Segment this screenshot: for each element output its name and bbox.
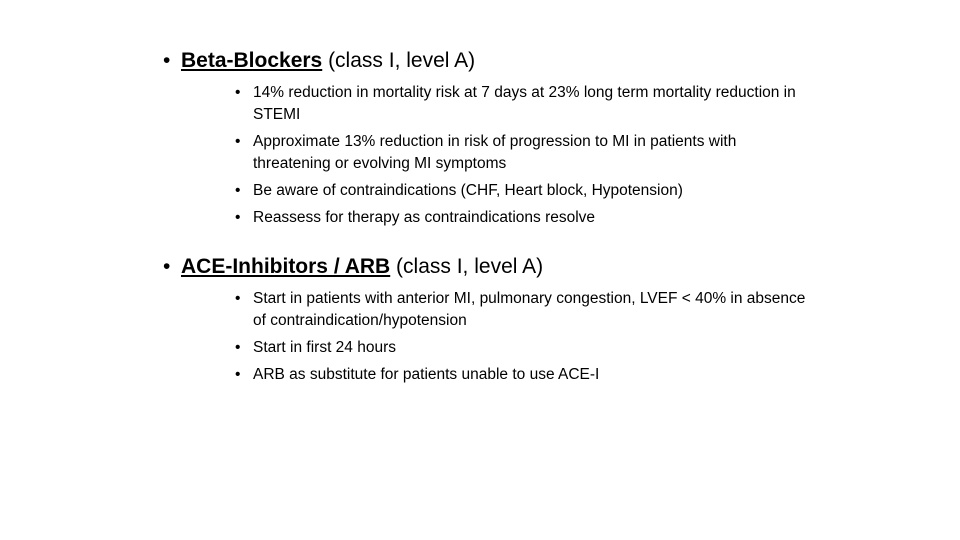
list-item-text: Start in first 24 hours xyxy=(253,339,397,356)
bullet-icon: • xyxy=(235,339,241,356)
bullet-icon: • xyxy=(235,84,241,101)
list-item-text: Be aware of contraindications (CHF, Heart block, Hypotension) xyxy=(253,182,683,199)
list-item xyxy=(163,207,843,229)
bullet-icon: • xyxy=(163,49,171,72)
bullet-icon: • xyxy=(163,255,171,278)
list-item-text: Reassess for therapy as contraindications resolve xyxy=(253,209,596,226)
list-item xyxy=(163,180,843,202)
list-item xyxy=(163,337,843,359)
list-item xyxy=(163,288,843,332)
section-qualifier: (class I, level A) xyxy=(390,255,544,278)
bullet-icon: • xyxy=(235,133,241,150)
list-item-text: Approximate 13% reduction in risk of progression to MI in patients with threatening or evolving MI symptoms xyxy=(253,133,737,172)
bullet-icon: • xyxy=(235,182,241,199)
list-item-text: ARB as substitute for patients unable to use ACE-I xyxy=(253,366,600,383)
list-item xyxy=(163,364,843,386)
bullet-list xyxy=(163,82,843,229)
section-qualifier: (class I, level A) xyxy=(322,49,476,72)
section-title: ACE-Inhibitors / ARB xyxy=(181,255,391,278)
section-beta-blockers xyxy=(163,47,843,234)
section-heading xyxy=(163,253,843,281)
bullet-icon: • xyxy=(235,290,241,307)
section-title: Beta-Blockers xyxy=(181,49,323,72)
section-heading xyxy=(163,47,843,75)
list-item xyxy=(163,131,843,175)
list-item xyxy=(163,82,843,126)
bullet-icon: • xyxy=(235,209,241,226)
bullet-icon: • xyxy=(235,366,241,383)
section-ace-inhibitors xyxy=(163,253,843,391)
bullet-list xyxy=(163,288,843,386)
list-item-text: Start in patients with anterior MI, pulmonary congestion, LVEF < 40% in absence of contraindication/hypotension xyxy=(253,290,806,329)
list-item-text: 14% reduction in mortality risk at 7 days at 23% long term mortality reduction in STEMI xyxy=(253,84,796,123)
